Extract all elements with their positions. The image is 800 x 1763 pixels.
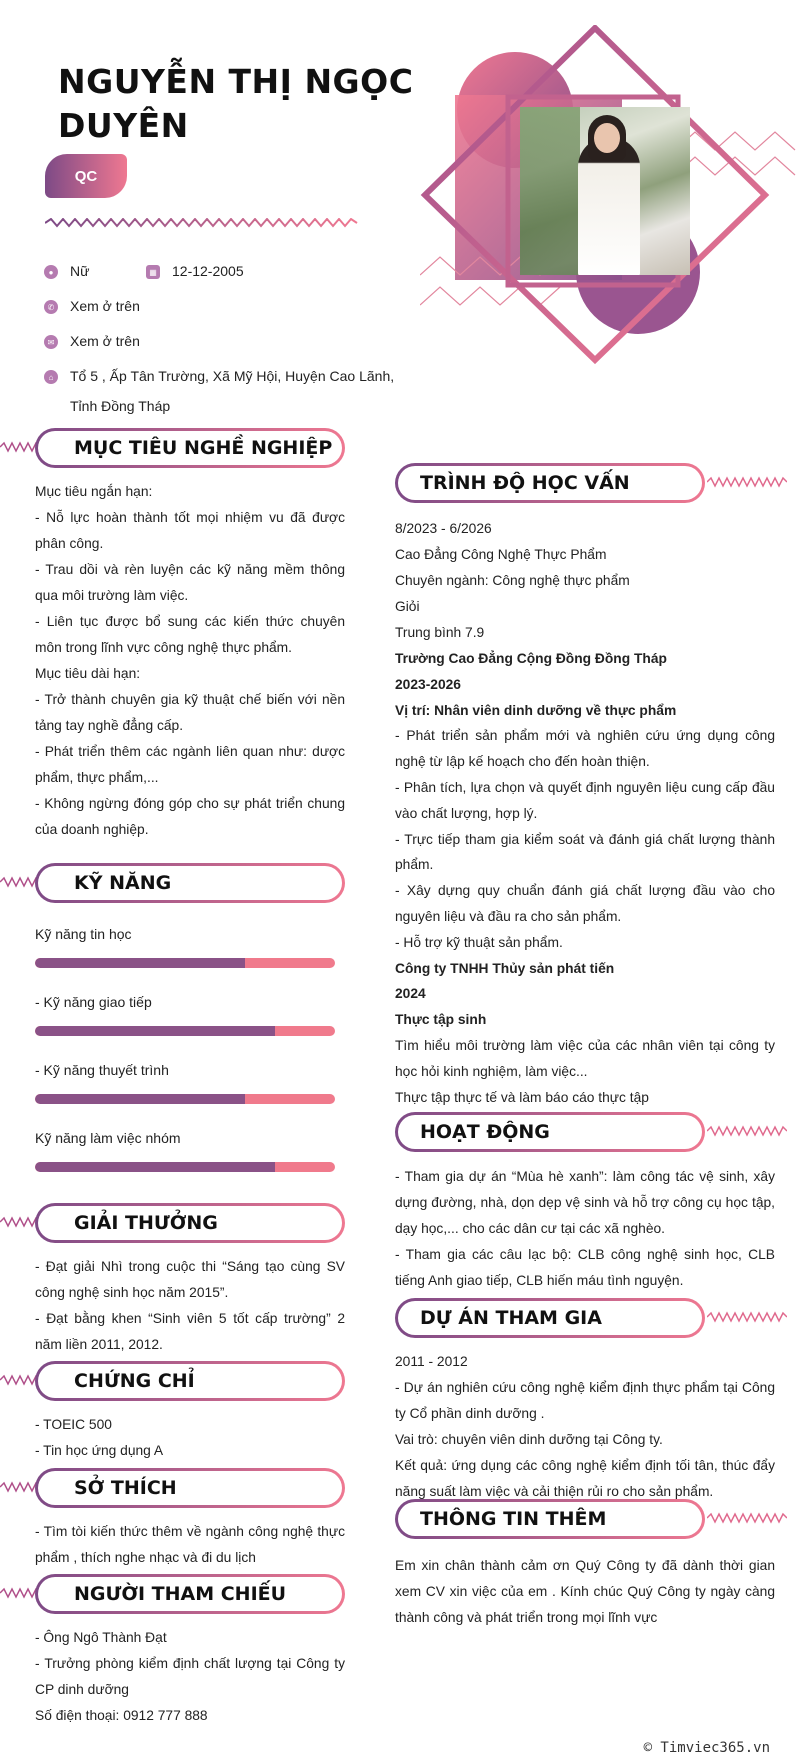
section-heading-certificates: CHỨNG CHỈ xyxy=(0,1361,345,1401)
section-heading-activities: HOẠT ĐỘNG xyxy=(395,1112,795,1152)
role-badge: QC xyxy=(45,154,127,198)
email-value: Xem ở trên xyxy=(70,333,140,349)
section-heading-skills: KỸ NĂNG xyxy=(0,863,345,903)
dob-value: 12-12-2005 xyxy=(172,263,244,279)
skill-label: - Kỹ năng thuyết trình xyxy=(35,1062,169,1078)
address-value: Tổ 5 , Ấp Tân Trường, Xã Mỹ Hội, Huyện Cao Lãnh, Tỉnh Đồng Tháp xyxy=(70,368,395,414)
section-heading-more-info: THÔNG TIN THÊM xyxy=(395,1499,795,1539)
certificates-text: - TOEIC 500 - Tin học ứng dụng A xyxy=(35,1417,164,1458)
experience-text: Trường Cao Đẳng Cộng Đồng Đồng Tháp 2023-2026 Vị trí: Nhân viên dinh dưỡng về thực phẩm - Phát triển sản phẩm mới và nghiên cứu ứng dụng công nghệ từ lập kế hoạch cho đến hoàn thiện. - Phân tích, lựa chọn và quyết định nguyên liệu cung cấp đầu vào chất lượng, hợp lý. - Trực tiếp tham gia kiểm soát và đánh giá chất lượng thành phẩm. - Xây dựng quy chuẩn đánh giá chất lượng đầu vào cho nguyên liệu và đầu ra cho sản phẩm. - Hỗ trợ kỹ thuật sản phẩm. Công ty TNHH Thủy sản phát tiến 2024 Thực tập sinh Tìm hiểu môi trường làm việc của các nhân viên tại công ty học hỏi kinh nghiệm, làm việc... Thực tập thực tế và làm báo cáo thực tập xyxy=(395,651,775,1105)
skill-bar xyxy=(35,1094,335,1104)
skill-bar xyxy=(35,1026,335,1036)
section-heading-education: TRÌNH ĐỘ HỌC VẤN xyxy=(395,463,795,503)
gender-value: Nữ xyxy=(70,263,90,279)
projects-text: 2011 - 2012 - Dự án nghiên cứu công nghệ kiểm định thực phẩm tại Công ty Cổ phần dinh dưỡng . Vai trò: chuyên viên dinh dưỡng tại Công ty. Kết quả: ứng dụng các công nghệ kiểm định tối tân, thúc đẩy năng suất làm việc và cải thiện rủi ro cho sản phẩm. xyxy=(395,1354,775,1499)
activities-text: - Tham gia dự án “Mùa hè xanh”: làm công tác vệ sinh, xây dựng đường, nhà, dọn dẹp vệ sinh và hỗ trợ công cụ học tập, dạy học,... cho các dân cư tại các xã nghèo. - Tham gia các câu lạc bộ: CLB công nghệ sinh học, CLB tiếng Anh giao tiếp, CLB hiến máu tình nguyện. xyxy=(395,1169,775,1288)
experience-period: 2024 xyxy=(395,986,426,1002)
info-address xyxy=(44,368,424,421)
phone-icon: ✆ xyxy=(44,300,58,314)
skill-label: Kỹ năng làm việc nhóm xyxy=(35,1130,181,1146)
experience-position: Thực tập sinh xyxy=(395,1012,487,1028)
references-text: - Ông Ngô Thành Đạt - Trưởng phòng kiểm định chất lượng tại Công ty CP dinh dưỡng Số điện thoại: 0912 777 888 xyxy=(35,1630,345,1723)
section-heading-projects: DỰ ÁN THAM GIA xyxy=(395,1298,795,1338)
section-heading-hobbies: SỞ THÍCH xyxy=(0,1468,345,1508)
header-zigzag-divider xyxy=(45,218,360,228)
calendar-icon: ▦ xyxy=(146,265,160,279)
candidate-name: NGUYỄN THỊ NGỌC DUYÊN xyxy=(58,62,414,145)
section-heading-references: NGƯỜI THAM CHIẾU xyxy=(0,1574,345,1614)
profile-photo xyxy=(520,107,690,275)
more-info-text: Em xin chân thành cảm ơn Quý Công ty đã dành thời gian xem CV xin việc của em . Kính chúc Quý Công ty ngày càng thành công và phát triển trong mọi lĩnh vực xyxy=(395,1558,775,1625)
person-icon: ● xyxy=(44,265,58,279)
skill-label: - Kỹ năng giao tiếp xyxy=(35,994,152,1010)
hobbies-text: - Tìm tòi kiến thức thêm về ngành công nghệ thực phẩm , thích nghe nhạc và đi du lịch xyxy=(35,1524,345,1565)
section-heading-awards: GIẢI THƯỞNG xyxy=(0,1203,345,1243)
experience-period: 2023-2026 xyxy=(395,676,461,692)
info-gender xyxy=(44,263,89,286)
skill-bar xyxy=(35,958,335,968)
education-text: 8/2023 - 6/2026 Cao Đẳng Công Nghệ Thực Phẩm Chuyên ngành: Công nghệ thực phẩm Giỏi Trung bình 7.9 xyxy=(395,521,630,640)
phone-value: Xem ở trên xyxy=(70,298,140,314)
experience-position: Vị trí: Nhân viên dinh dưỡng về thực phẩm xyxy=(395,702,677,718)
company-name: Công ty TNHH Thủy sản phát tiến xyxy=(395,960,615,976)
info-email xyxy=(44,333,140,356)
awards-text: - Đạt giải Nhì trong cuộc thi “Sáng tạo cùng SV công nghệ sinh học năm 2015”. - Đạt bằng khen “Sinh viên 5 tốt cấp trường” 2 năm liền 2011, 2012. xyxy=(35,1259,345,1352)
info-phone xyxy=(44,298,140,321)
home-icon: ⌂ xyxy=(44,370,58,384)
footer-credit: © Timviec365.vn xyxy=(643,1740,770,1756)
skill-label: Kỹ năng tin học xyxy=(35,926,132,942)
company-name: Trường Cao Đẳng Cộng Đồng Đồng Tháp xyxy=(395,651,667,666)
info-dob xyxy=(146,263,244,286)
email-icon: ✉ xyxy=(44,335,58,349)
objective-text: Mục tiêu ngắn hạn: - Nỗ lực hoàn thành tốt mọi nhiệm vu đã được phân công. - Trau dồi và rèn luyện các kỹ năng mềm thông qua môi trường làm việc. - Liên tục được bổ sung các kiến thức chuyên môn trong lĩnh vực công nghệ thực phẩm. Mục tiêu dài hạn: - Trở thành chuyên gia kỹ thuật chế biến với nền tảng tay nghề đẳng cấp. - Phát triển thêm các ngành liên quan như: dược phẩm, thực phẩm,... - Không ngừng đóng góp cho sự phát triển chung của doanh nghiệp. xyxy=(35,484,345,837)
section-heading-objective: MỤC TIÊU NGHỀ NGHIỆP xyxy=(0,428,345,468)
skill-bar xyxy=(35,1162,335,1172)
